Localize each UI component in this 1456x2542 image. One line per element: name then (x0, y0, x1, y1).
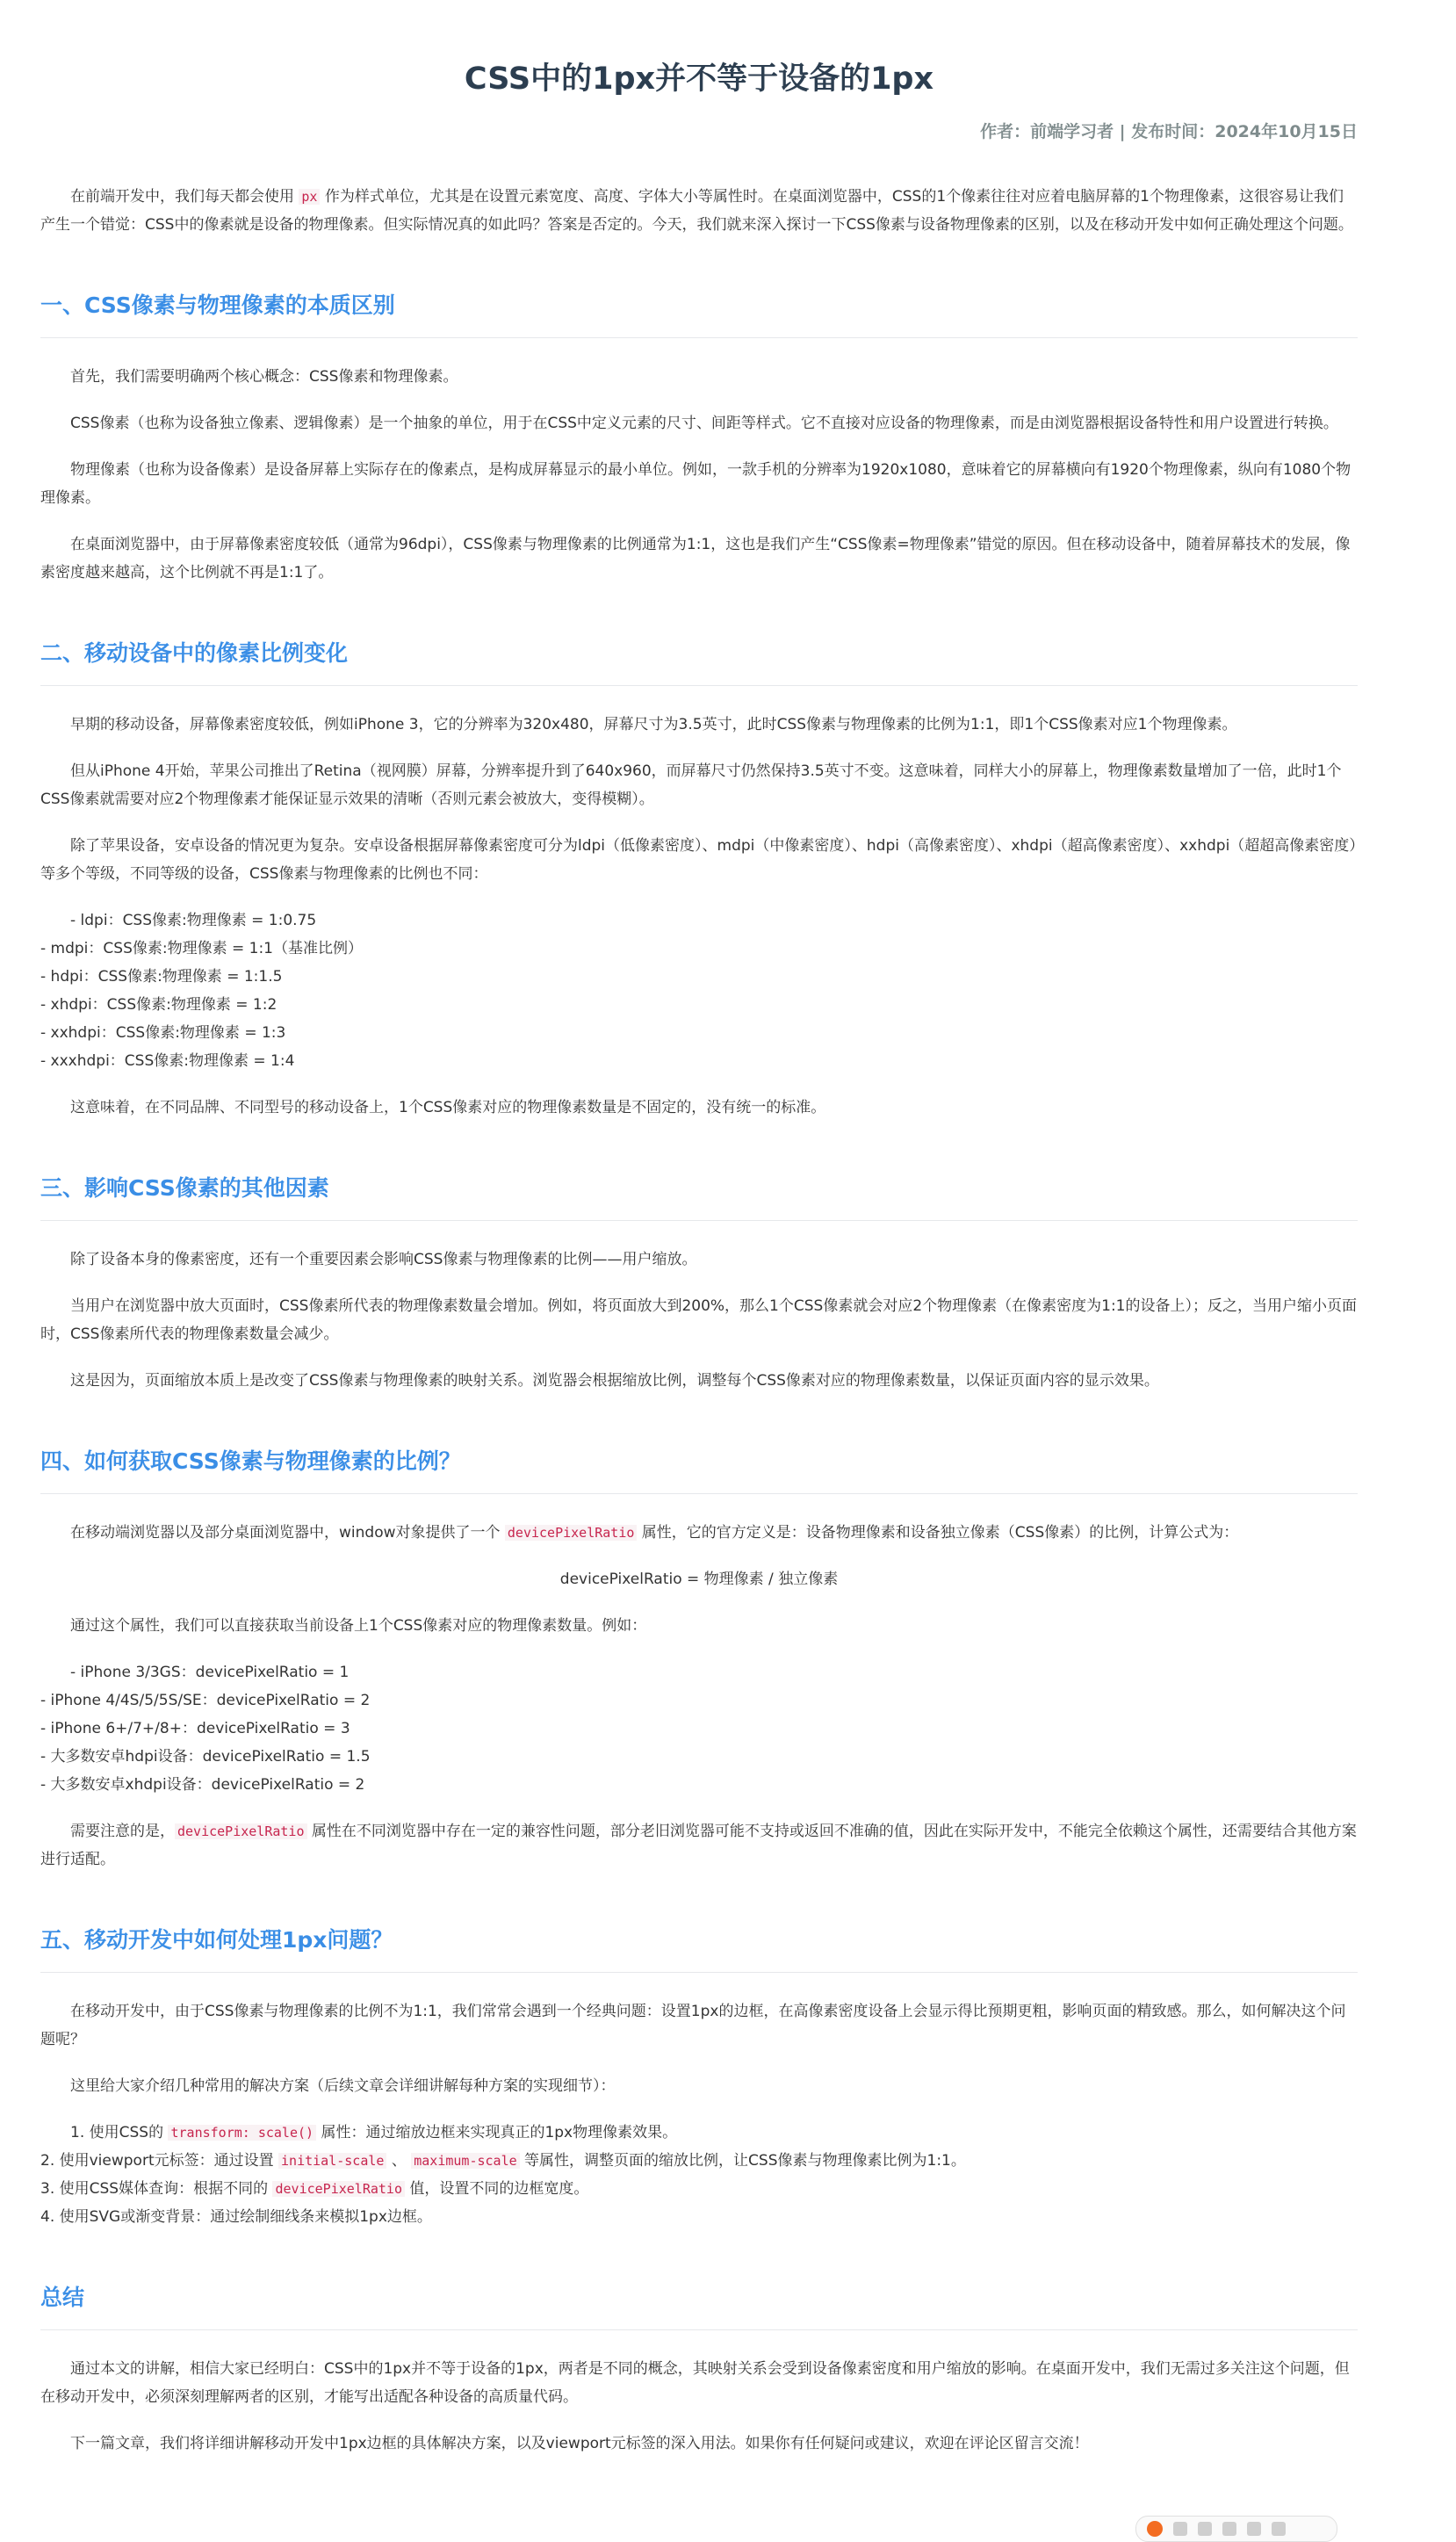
list-item (40, 906, 1358, 935)
paragraph (40, 456, 1358, 512)
paragraph (40, 2355, 1358, 2411)
article-title: CSS中的1px并不等于设备的1px (464, 61, 934, 97)
text-run: - 大多数安卓hdpi设备：devicePixelRatio = 1.5 (40, 1748, 371, 1766)
inline-code: devicePixelRatio (272, 2181, 405, 2197)
article-body (40, 183, 1358, 2476)
tool-icon[interactable] (1222, 2522, 1236, 2536)
tool-icon[interactable] (1272, 2522, 1286, 2536)
list-item (40, 991, 1358, 1019)
text-run: 首先，我们需要明确两个核心概念：CSS像素和物理像素。 (70, 368, 458, 386)
section-heading: 一、CSS像素与物理像素的本质区别 (40, 290, 1358, 338)
text-run: 物理像素（也称为设备像素）是设备屏幕上实际存在的像素点，是构成屏幕显示的最小单位。例如，一款手机的分辨率为1920x1080，意味着它的屏幕横向有1920个物理像素，纵向有1080个物理像素。 (40, 461, 1351, 507)
text-run: 作为样式单位，尤其是在设置元素宽度、高度、字体大小等属性时。在桌面浏览器中，CSS的1个像素往往对应着电脑屏幕的1个物理像素，这很容易让我们产生一个错觉：CSS中的像素就是设备的物理像素。但实际情况真的如此吗？答案是否定的。今天，我们就来深入探讨一下CSS像素与设备物理像素的区别，以及在移动开发中如何正确处理这个问题。 (40, 188, 1353, 234)
paragraph (40, 1292, 1358, 1348)
text-run: - iPhone 3/3GS：devicePixelRatio = 1 (70, 1664, 350, 1681)
tool-icon[interactable] (1247, 2522, 1261, 2536)
inline-code: devicePixelRatio (175, 1823, 307, 1839)
paragraph (40, 531, 1358, 587)
text-run: 在桌面浏览器中，由于屏幕像素密度较低（通常为96dpi），CSS像素与物理像素的比例通常为1:1，这也是我们产生“CSS像素=物理像素”错觉的原因。但在移动设备中，随着屏幕技术的发展，像素密度越来越高，这个比例就不再是1:1了。 (40, 536, 1351, 581)
paragraph (40, 757, 1358, 813)
text-run: 但从iPhone 4开始，苹果公司推出了Retina（视网膜）屏幕，分辨率提升到了640x960，而屏幕尺寸仍然保持3.5英寸不变。这意味着，同样大小的屏幕上，物理像素数量增加了一倍，此时1个CSS像素就需要对应2个物理像素才能保证显示效果的清晰（否则元素会被放大，变得模糊）。 (40, 762, 1342, 808)
text-run: 在前端开发中，我们每天都会使用 (70, 188, 299, 206)
list-item (40, 1658, 1358, 1686)
text-run: 需要注意的是， (70, 1823, 175, 1840)
paragraph (40, 1997, 1358, 2054)
text-run: 4. 使用SVG或渐变背景：通过绘制细线条来模拟1px边框。 (40, 2208, 432, 2226)
inline-code: initial-scale (278, 2153, 386, 2169)
paragraph (40, 409, 1358, 437)
article-meta: 作者：前端学习者 | 发布时间：2024年10月15日 (980, 122, 1358, 141)
inline-code: devicePixelRatio (505, 1525, 638, 1541)
text-run: - xxhdpi：CSS像素:物理像素 = 1:3 (40, 1024, 286, 1042)
text-run: 1. 使用CSS的 (70, 2124, 169, 2141)
text-run: 早期的移动设备，屏幕像素密度较低，例如iPhone 3，它的分辨率为320x480，屏幕尺寸为3.5英寸，此时CSS像素与物理像素的比例为1:1，即1个CSS像素对应1个物理像素。 (70, 716, 1237, 733)
list-item (40, 2119, 1358, 2147)
list-item (40, 1686, 1358, 1715)
text-run: 当用户在浏览器中放大页面时，CSS像素所代表的物理像素数量会增加。例如，将页面放大到200%，那么1个CSS像素就会对应2个物理像素（在像素密度为1:1的设备上）；反之，当用户缩小页面时，CSS像素所代表的物理像素数量会减少。 (40, 1297, 1357, 1343)
text-run: - iPhone 6+/7+/8+：devicePixelRatio = 3 (40, 1720, 350, 1737)
list-item (40, 1715, 1358, 1743)
list-item (40, 1047, 1358, 1075)
inline-code: px (299, 189, 320, 205)
paragraph (40, 1094, 1358, 1122)
text-run: 通过本文的讲解，相信大家已经明白：CSS中的1px并不等于设备的1px，两者是不同的概念，其映射关系会受到设备像素密度和用户缩放的影响。在桌面开发中，我们无需过多关注这个问题，但在移动开发中，必须深刻理解两者的区别，才能写出适配各种设备的高质量代码。 (40, 2360, 1350, 2406)
section-heading: 二、移动设备中的像素比例变化 (40, 638, 1358, 686)
tool-icon[interactable] (1198, 2522, 1212, 2536)
text-run: 属性：通过缩放边框来实现真正的1px物理像素效果。 (316, 2124, 678, 2141)
paragraph (40, 2072, 1358, 2100)
text-run: 、 (386, 2152, 412, 2170)
list (40, 1658, 1358, 1799)
text-run: 下一篇文章，我们将详细讲解移动开发中1px边框的具体解决方案，以及viewport元标签的深入用法。如果你有任何疑问或建议，欢迎在评论区留言交流！ (70, 2435, 1089, 2452)
list-item (40, 2175, 1358, 2203)
paragraph (40, 1612, 1358, 1640)
text-run: 2. 使用viewport元标签：通过设置 (40, 2152, 279, 2170)
text-run: 属性，它的官方定义是：设备物理像素和设备独立像素（CSS像素）的比例，计算公式为： (637, 1524, 1239, 1542)
list (40, 2119, 1358, 2231)
logo-icon (1147, 2521, 1163, 2537)
section-heading: 四、如何获取CSS像素与物理像素的比例？ (40, 1446, 1358, 1494)
paragraph (40, 2430, 1358, 2458)
paragraph (40, 711, 1358, 739)
section-heading: 总结 (40, 2282, 1358, 2330)
list-item (40, 1019, 1358, 1047)
text-run: - xxxhdpi：CSS像素:物理像素 = 1:4 (40, 1052, 295, 1070)
paragraph (40, 1367, 1358, 1395)
paragraph (40, 363, 1358, 391)
formula (40, 1565, 1358, 1593)
paragraph (40, 1519, 1358, 1547)
list-item (40, 1743, 1358, 1771)
inline-code: maximum-scale (411, 2153, 519, 2169)
section-heading: 五、移动开发中如何处理1px问题？ (40, 1925, 1358, 1973)
text-run: 属性在不同浏览器中存在一定的兼容性问题，部分老旧浏览器可能不支持或返回不准确的值，因此在实际开发中，不能完全依赖这个属性，还需要结合其他方案进行适配。 (40, 1823, 1357, 1868)
section-heading: 三、影响CSS像素的其他因素 (40, 1173, 1358, 1221)
text-run: - ldpi：CSS像素:物理像素 = 1:0.75 (70, 912, 317, 929)
text-run: devicePixelRatio = 物理像素 / 独立像素 (559, 1571, 839, 1588)
paragraph (40, 832, 1358, 888)
text-run: - 大多数安卓xhdpi设备：devicePixelRatio = 2 (40, 1776, 365, 1794)
list-item (40, 1771, 1358, 1799)
text-run: 除了苹果设备，安卓设备的情况更为复杂。安卓设备根据屏幕像素密度可分为ldpi（低像素密度）、mdpi（中像素密度）、hdpi（高像素密度）、xhdpi（超高像素密度）、xxhdpi（超超高像素密度）等多个等级，不同等级的设备，CSS像素与物理像素的比例也不同： (40, 837, 1357, 883)
text-run: 在移动端浏览器以及部分桌面浏览器中，window对象提供了一个 (70, 1524, 505, 1542)
text-run: 这是因为，页面缩放本质上是改变了CSS像素与物理像素的映射关系。浏览器会根据缩放比例，调整每个CSS像素对应的物理像素数量，以保证页面内容的显示效果。 (70, 1372, 1159, 1390)
list-item (40, 935, 1358, 963)
text-run: 在移动开发中，由于CSS像素与物理像素的比例不为1:1，我们常常会遇到一个经典问题：设置1px的边框，在高像素密度设备上会显示得比预期更粗，影响页面的精致感。那么，如何解决这个问题呢？ (40, 2003, 1346, 2048)
tool-icon[interactable] (1173, 2522, 1187, 2536)
text-run: 除了设备本身的像素密度，还有一个重要因素会影响CSS像素与物理像素的比例——用户缩放。 (70, 1251, 697, 1268)
text-run: CSS像素（也称为设备独立像素、逻辑像素）是一个抽象的单位，用于在CSS中定义元素的尺寸、间距等样式。它不直接对应设备的物理像素，而是由浏览器根据设备特性和用户设置进行转换。 (70, 415, 1338, 432)
text-run: 这里给大家介绍几种常用的解决方案（后续文章会详细讲解每种方案的实现细节）： (70, 2077, 616, 2095)
list-item (40, 2147, 1358, 2175)
list (40, 906, 1358, 1075)
text-run: 通过这个属性，我们可以直接获取当前设备上1个CSS像素对应的物理像素数量。例如： (70, 1617, 647, 1635)
paragraph (40, 1817, 1358, 1874)
intro-paragraph (40, 183, 1358, 239)
text-run: 值，设置不同的边框宽度。 (404, 2180, 589, 2198)
text-run: - iPhone 4/4S/5/5S/SE：devicePixelRatio = 2 (40, 1692, 371, 1709)
text-run: 等属性，调整页面的缩放比例，让CSS像素与物理像素比例为1:1。 (519, 2152, 966, 2170)
text-run: - xhdpi：CSS像素:物理像素 = 1:2 (40, 996, 278, 1014)
list-item (40, 963, 1358, 991)
text-run: 这意味着，在不同品牌、不同型号的移动设备上，1个CSS像素对应的物理像素数量是不固定的，没有统一的标准。 (70, 1099, 826, 1116)
floating-toolbar[interactable] (1135, 2516, 1337, 2542)
list-item (40, 2203, 1358, 2231)
text-run: - hdpi：CSS像素:物理像素 = 1:1.5 (40, 968, 283, 986)
text-run: - mdpi：CSS像素:物理像素 = 1:1（基准比例） (40, 940, 363, 957)
paragraph (40, 1246, 1358, 1274)
inline-code: transform: scale() (168, 2125, 316, 2141)
text-run: 3. 使用CSS媒体查询：根据不同的 (40, 2180, 273, 2198)
